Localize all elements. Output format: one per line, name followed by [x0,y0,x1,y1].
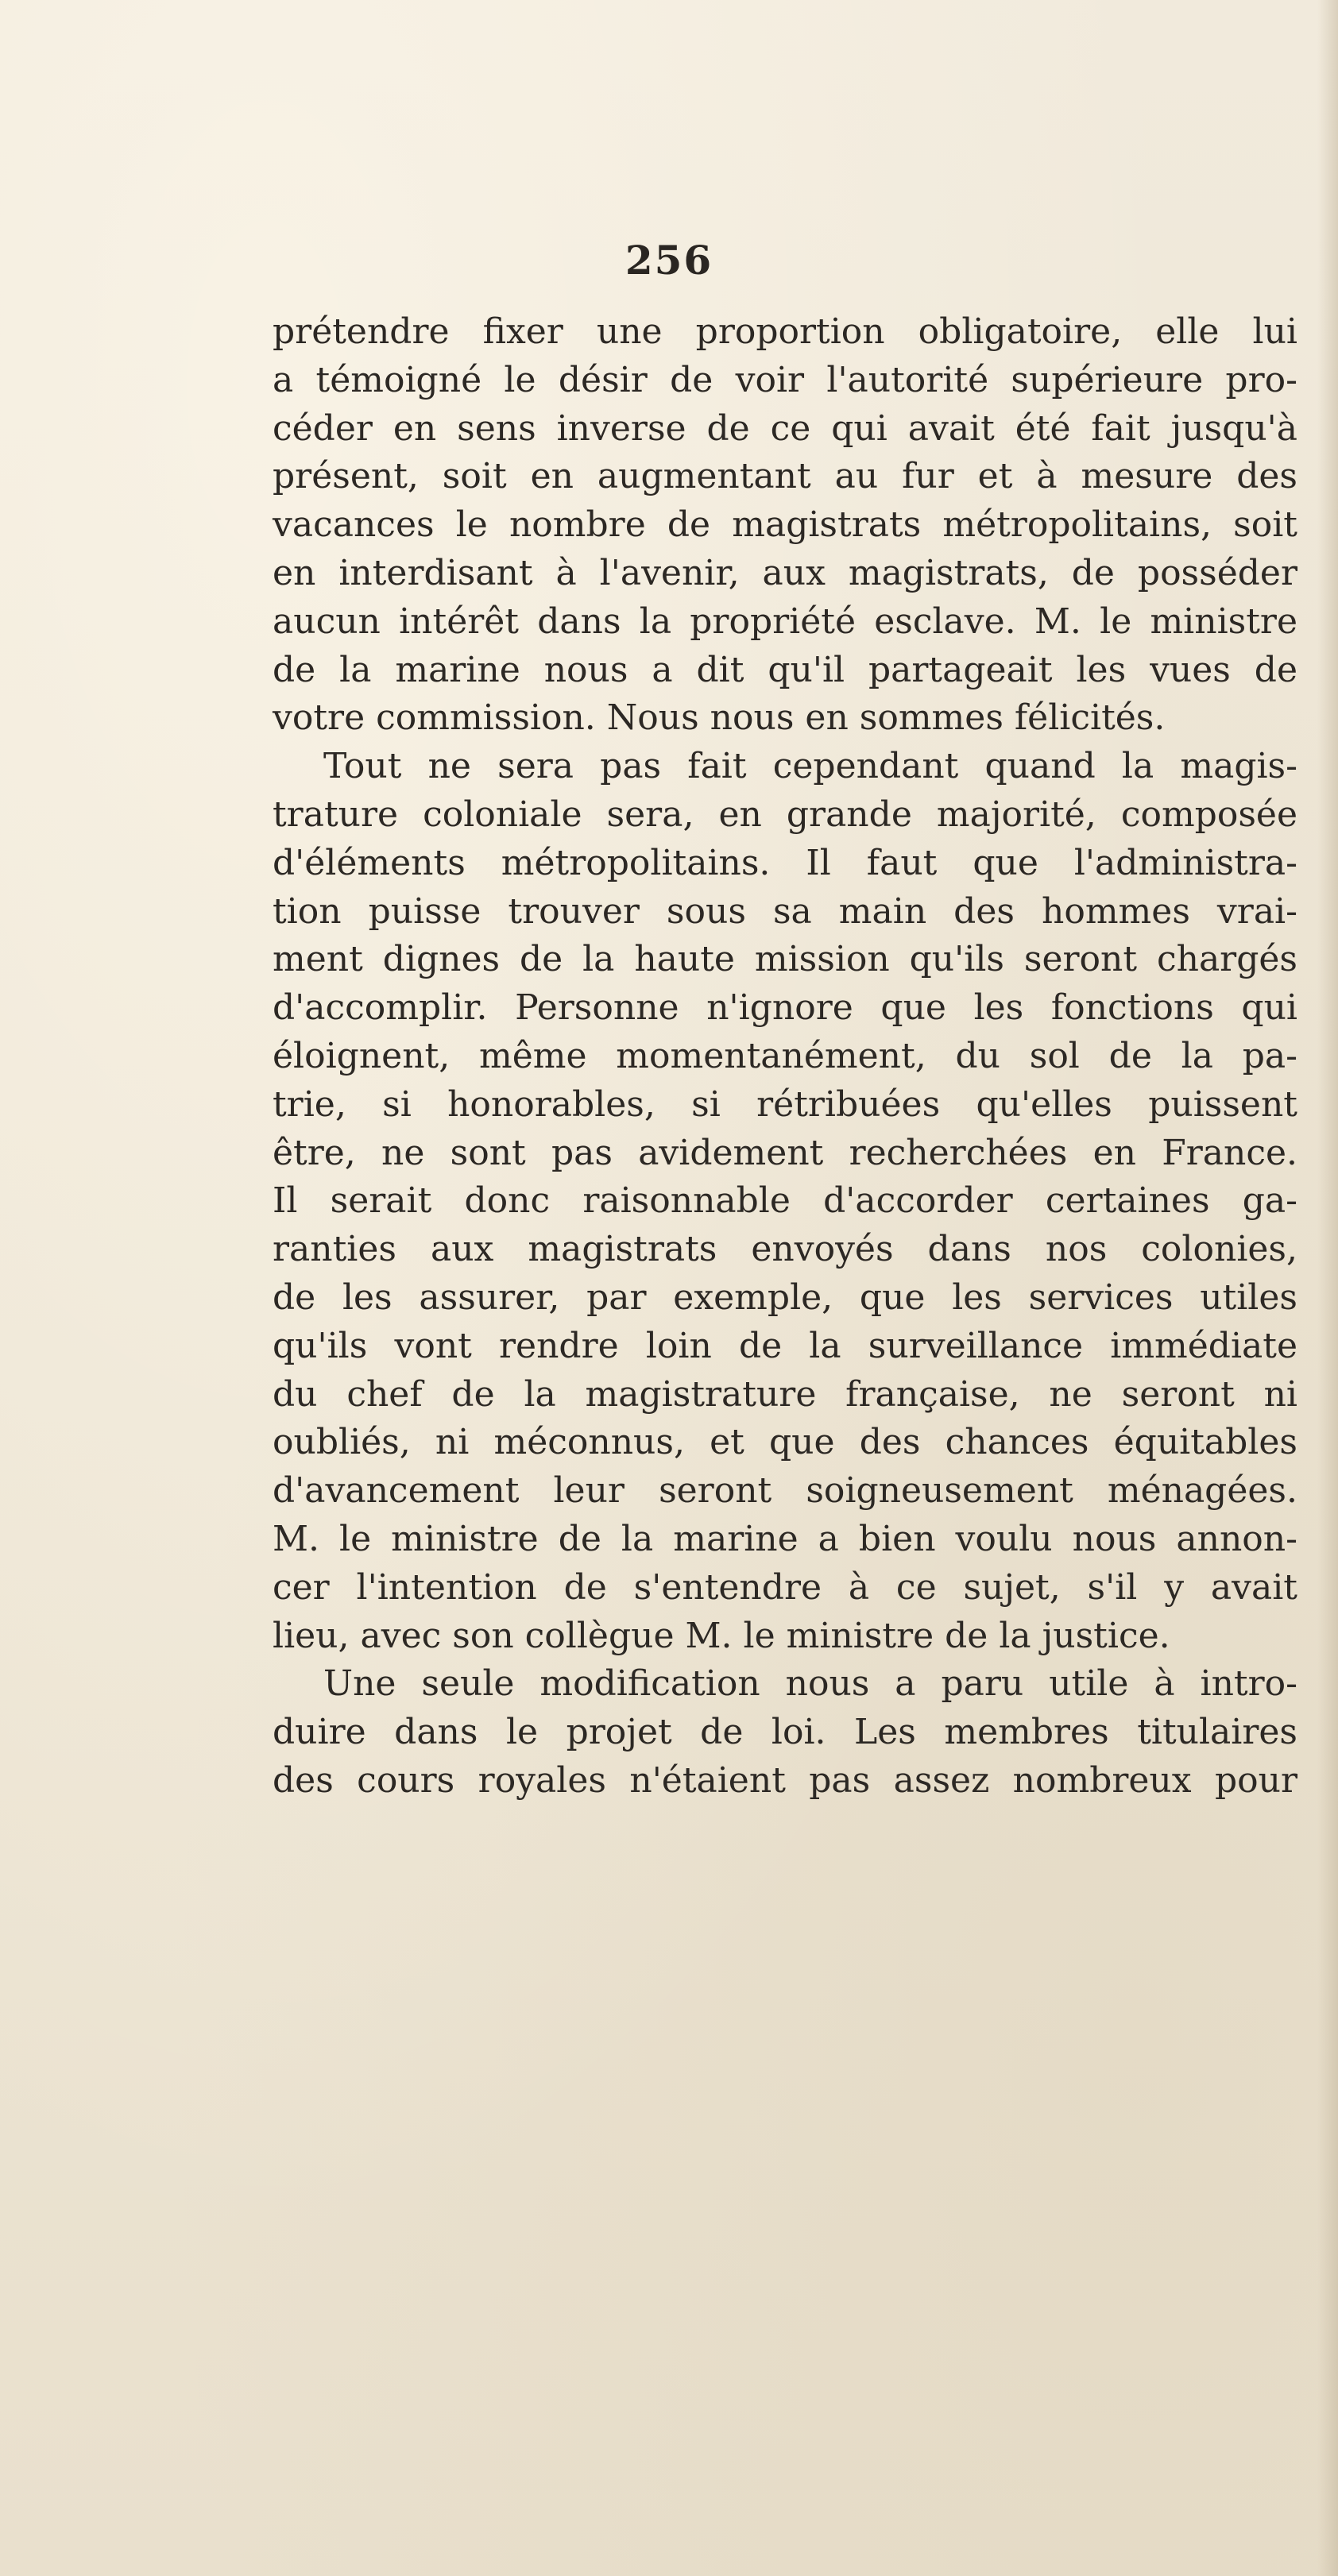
text-line: en interdisant à l'avenir, aux magistrats, de posséder [273,552,1297,593]
text-line: d'accomplir. Personne n'ignore que les fonctions qui [273,987,1297,1029]
text-line: oubliés, ni méconnus, et que des chances équitables [273,1422,1297,1463]
text-line: M. le ministre de la marine a bien voulu nous annon- [273,1518,1297,1559]
page-gutter-shadow [1317,0,1338,2576]
text-line: être, ne sont pas avidement recherchées en France. [273,1132,1297,1173]
text-line: des cours royales n'étaient pas assez nombreux pour [273,1759,1297,1801]
paragraph-end-line: votre commission. Nous nous en sommes félicités. [273,697,1166,739]
text-line: ranties aux magistrats envoyés dans nos colonies, [273,1229,1297,1270]
text-line: prétendre fixer une proportion obligatoire, elle lui [273,311,1297,352]
text-line: du chef de la magistrature française, ne seront ni [273,1373,1297,1415]
text-line: aucun intérêt dans la propriété esclave. M. le ministre [273,601,1297,642]
text-line: cer l'intention de s'entendre à ce sujet, s'il y avait [273,1566,1297,1608]
body-text [273,308,1297,1806]
text-line: tion puisse trouver sous sa main des hommes vrai- [273,890,1297,932]
text-line: éloignent, même momentanément, du sol de la pa- [273,1035,1297,1076]
text-line: qu'ils vont rendre loin de la surveillance immédiate [273,1325,1297,1366]
text-line: trie, si honorables, si rétribuées qu'elles puissent [273,1083,1297,1125]
paragraph-start-line: Tout ne sera pas fait cependant quand la magis- [323,746,1297,787]
text-line: d'avancement leur seront soigneusement ménagées. [273,1470,1297,1512]
paragraph-end-line: lieu, avec son collègue M. le ministre de la justice. [273,1615,1170,1656]
text-line: duire dans le projet de loi. Les membres titulaires [273,1712,1297,1753]
text-line: Il serait donc raisonnable d'accorder certaines ga- [273,1180,1297,1222]
paragraph-start-line: Une seule modification nous a paru utile à intro- [323,1663,1297,1705]
text-line: trature coloniale sera, en grande majorité, composée [273,794,1297,835]
text-line: d'éléments métropolitains. Il faut que l'administra- [273,842,1297,883]
text-line: céder en sens inverse de ce qui avait été fait jusqu'à [273,407,1297,449]
text-line: présent, soit en augmentant au fur et à mesure des [273,456,1297,497]
text-line: de les assurer, par exemple, que les services utiles [273,1276,1297,1318]
page-number: 256 [625,237,713,284]
text-line: de la marine nous a dit qu'il partageait les vues de [273,649,1297,690]
text-line: a témoigné le désir de voir l'autorité supérieure pro- [273,359,1297,400]
text-line: vacances le nombre de magistrats métropolitains, soit [273,504,1297,546]
text-line: ment dignes de la haute mission qu'ils seront chargés [273,939,1297,980]
